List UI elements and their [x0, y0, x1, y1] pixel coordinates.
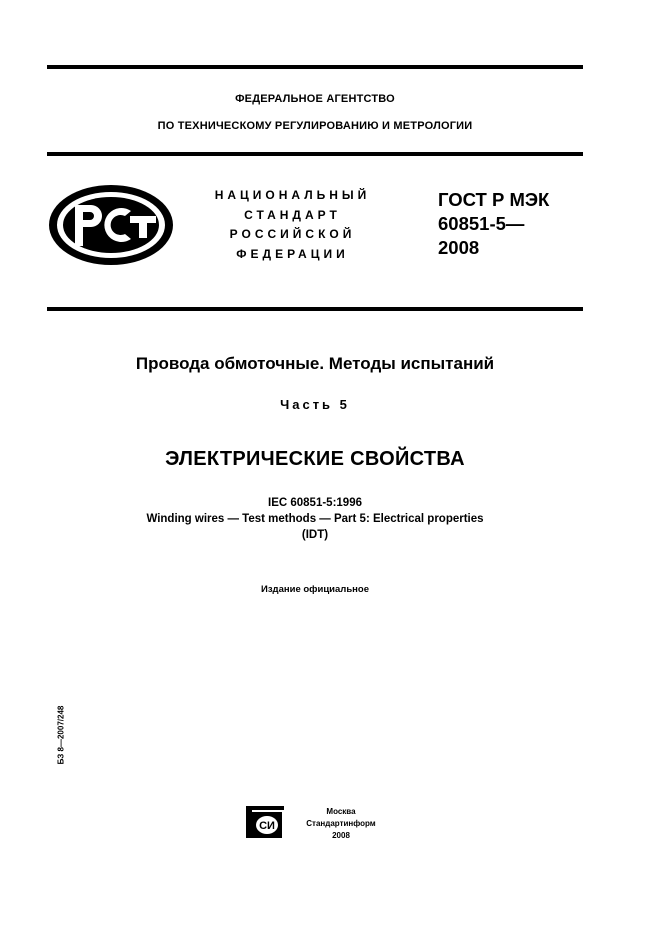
designation-line-2: 60851-5— — [438, 213, 525, 234]
designation-line-3: 2008 — [438, 237, 480, 258]
iec-reference-block — [47, 495, 583, 543]
standard-designation — [438, 188, 588, 260]
agency-line-1: ФЕДЕРАЛЬНОЕ АГЕНТСТВО — [235, 93, 395, 105]
catalog-code-text: БЗ 8—2007/248 — [56, 705, 66, 765]
standard-type-line-1: НАЦИОНАЛЬНЫЙ — [214, 188, 371, 202]
agency-line-2: ПО ТЕХНИЧЕСКОМУ РЕГУЛИРОВАНИЮ И МЕТРОЛОГИИ — [157, 120, 473, 132]
standard-type-line-3: РОССИЙСКОЙ — [229, 227, 356, 241]
iec-english-title: Winding wires — Test methods — Part 5: Electrical properties — [146, 513, 484, 525]
top-rule — [47, 65, 583, 69]
document-subject: ЭЛЕКТРИЧЕСКИЕ СВОЙСТВА — [165, 448, 465, 470]
standartinform-logo-icon — [246, 806, 284, 838]
rst-conformity-logo-icon — [47, 183, 175, 267]
svg-text:СИ: СИ — [259, 820, 275, 832]
standard-type-line-2: СТАНДАРТ — [244, 207, 341, 222]
publisher-imprint — [296, 806, 386, 842]
iec-equivalence: (IDT) — [301, 529, 329, 541]
part-number: Часть 5 — [280, 397, 350, 412]
publisher-year: 2008 — [332, 831, 350, 840]
header-rule — [47, 152, 583, 156]
designation-line-1: ГОСТ Р МЭК — [438, 189, 550, 210]
standard-type-line-4: ФЕДЕРАЦИИ — [236, 246, 349, 261]
document-title: Провода обмоточные. Методы испытаний — [135, 354, 495, 373]
publisher-city: Москва — [326, 807, 356, 816]
edition-note: Издание официальное — [261, 584, 369, 595]
standard-type — [195, 186, 390, 264]
iec-reference: IEC 60851-5:1996 — [268, 497, 362, 509]
title-block-rule — [47, 307, 583, 311]
publisher-name: Стандартинформ — [306, 819, 376, 828]
